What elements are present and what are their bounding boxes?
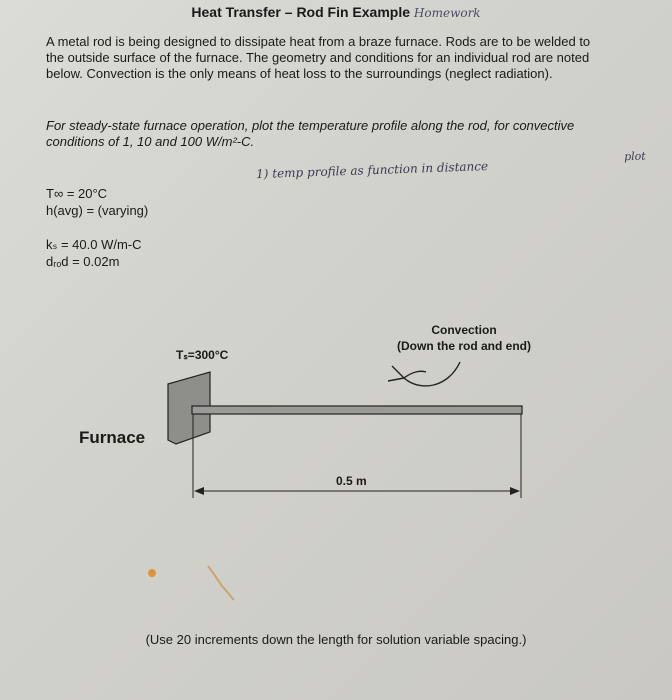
stain-mark <box>208 566 234 600</box>
convection-label <box>376 322 552 354</box>
convection-title: Convection <box>431 323 497 337</box>
given-h-avg: h(avg) = (varying) <box>46 203 149 218</box>
handwritten-note-plot: plot <box>623 149 646 164</box>
convection-subtitle: (Down the rod and end) <box>397 339 531 353</box>
given-d-rod: dᵣₒd = 0.02m <box>46 254 120 269</box>
dimension-arrow-left <box>194 487 204 495</box>
given-t-inf: T∞ = 20°C <box>46 186 108 201</box>
footer-note: (Use 20 increments down the length for solution variable spacing.) <box>145 632 527 647</box>
title-handwriting: Homework <box>413 6 481 20</box>
title-text: Heat Transfer – Rod Fin Example <box>191 4 411 20</box>
rod <box>192 406 522 414</box>
rod-length-label: 0.5 m <box>336 474 367 488</box>
convection-arrow-icon <box>388 362 460 386</box>
given-k-s: kₛ = 40.0 W/m-C <box>46 237 142 252</box>
dimension-arrow-right <box>510 487 520 495</box>
furnace-label: Furnace <box>79 428 146 447</box>
problem-description: A metal rod is being designed to dissipate heat from a braze furnace. Rods are to be welded to the outside surface of the furnace. The geometry and conditions for an individual rod are noted below. Convection is the only means of heat loss to the surroundings (neglect radiation). <box>46 34 591 81</box>
problem-task: For steady-state furnace operation, plot the temperature profile along the rod, for convective conditions of 1, 10 and 100 W/m²-C. <box>46 118 575 149</box>
base-temperature-label: Tₛ=300°C <box>176 348 229 362</box>
stain-dot <box>148 569 156 577</box>
handwritten-note-text: 1) temp profile as function in distance <box>255 159 489 182</box>
